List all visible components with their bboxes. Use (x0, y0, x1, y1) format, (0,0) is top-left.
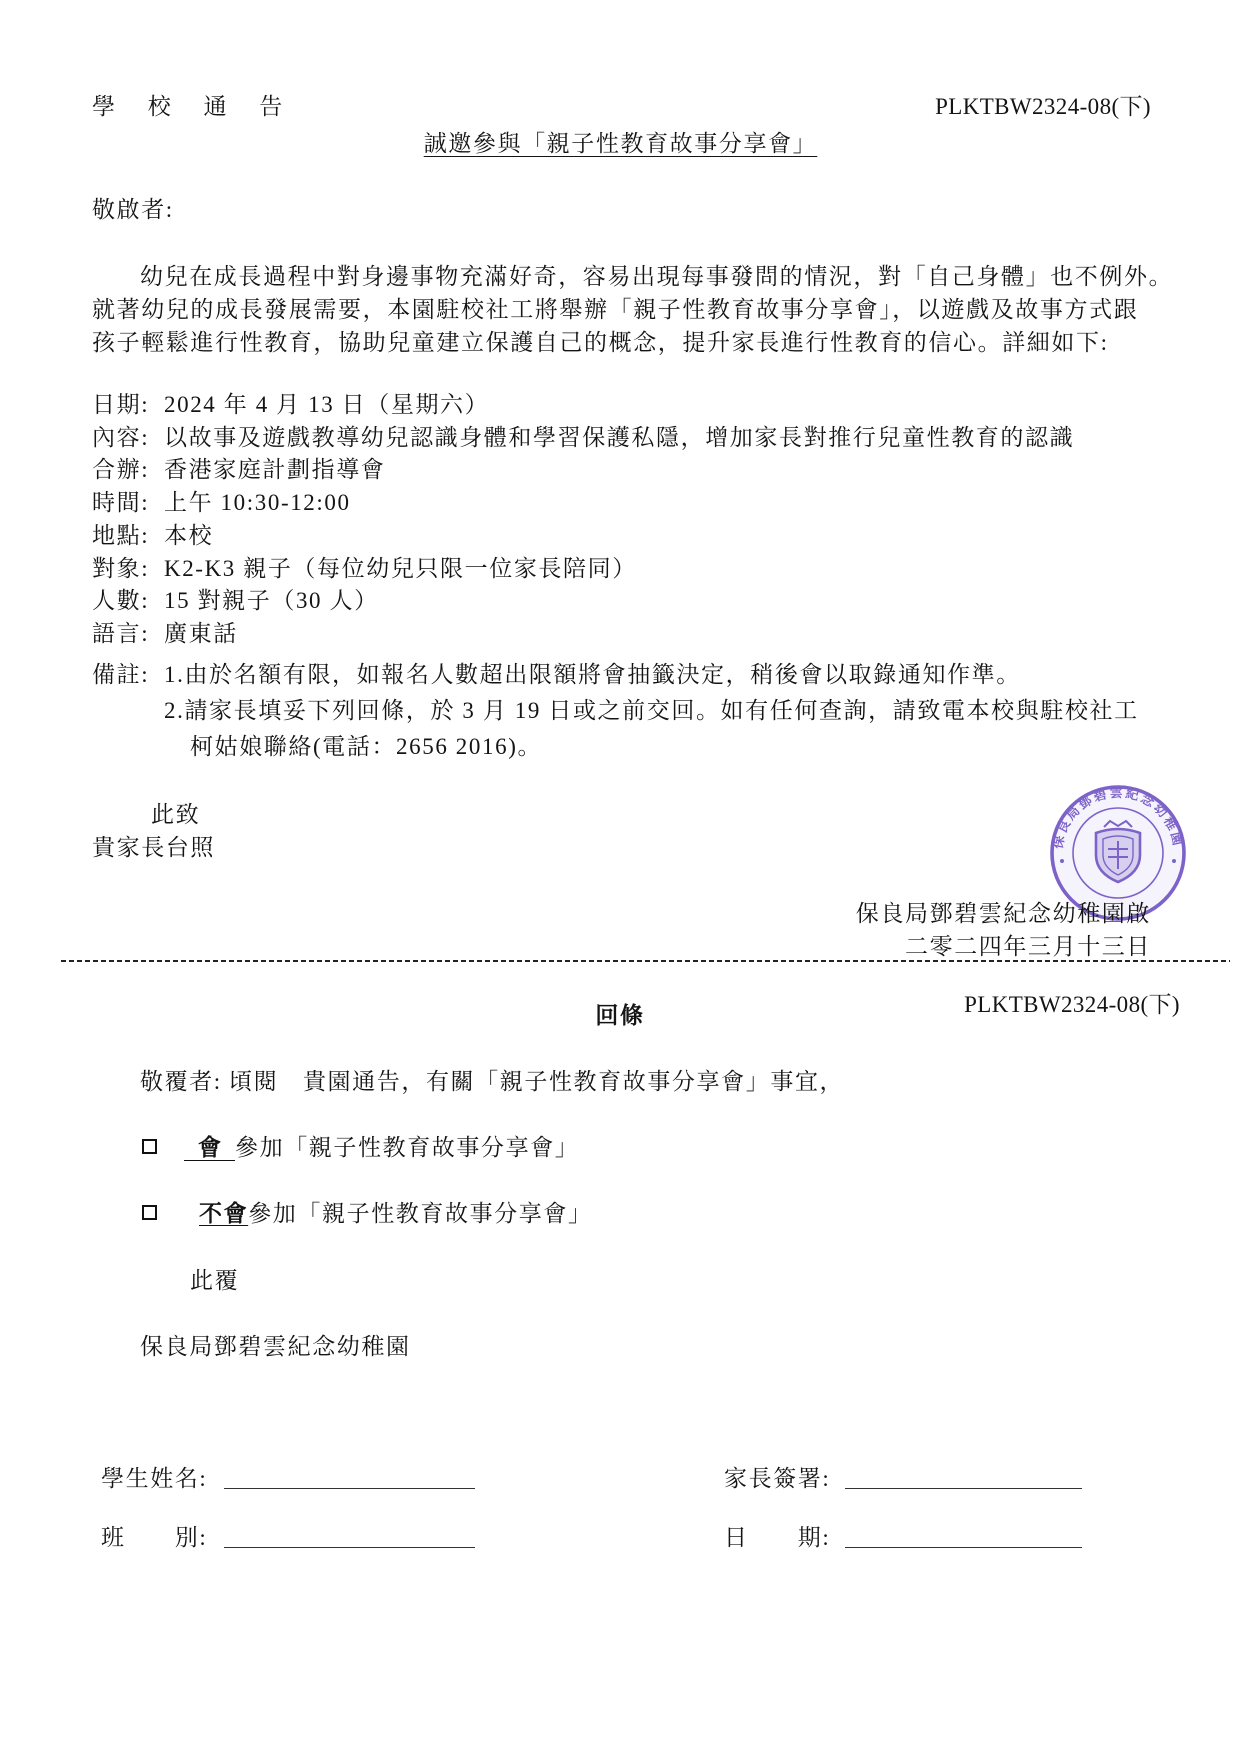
paragraph-line: 幼兒在成長過程中對身邊事物充滿好奇，容易出現每事發問的情況，對「自己身體」也不例外。 (140, 264, 1174, 289)
option-attend-text: 參加「親子性教育故事分享會」 (235, 1135, 580, 1160)
detail-row-target (92, 553, 1139, 586)
remark-item-2: 2.請家長填妥下列回條，於 3 月 19 日或之前交回。如有任何查詢，請致電本校與駐校社工 (164, 697, 1139, 723)
option-not-attend-text: 參加「親子性教育故事分享會」 (248, 1201, 593, 1226)
detail-label: 時間: (92, 490, 150, 516)
class-blank (224, 1547, 475, 1548)
notice-title (0, 127, 1241, 160)
student-name-blank (224, 1488, 475, 1489)
detail-label: 人數: (92, 588, 150, 614)
detail-value: 本校 (164, 522, 214, 548)
notice-heading: 學 校 通 告 (92, 94, 296, 119)
detail-value: 香港家庭計劃指導會 (164, 457, 386, 483)
notice-date: 二零二四年三月十三日 (905, 934, 1151, 959)
date-label: 日 期: (724, 1525, 831, 1550)
cut-line-divider (61, 960, 1230, 962)
remarks-label: 備註: (92, 661, 150, 687)
reply-school: 保良局鄧碧雲紀念幼稚園 (140, 1334, 411, 1359)
detail-row-date (92, 389, 1139, 422)
notice-ref-code: PLKTBW2324-08(下) (935, 94, 1151, 119)
addressee: 貴家長台照 (92, 835, 215, 860)
detail-label: 日期: (92, 392, 150, 417)
checkbox-not-attend (142, 1205, 157, 1220)
detail-value: K2-K3 親子（每位幼兒只限一位家長陪同） (164, 555, 637, 581)
detail-row-quota (92, 585, 1139, 618)
reply-ref-code: PLKTBW2324-08(下) (964, 992, 1180, 1017)
parent-signature-label: 家長簽署: (724, 1466, 831, 1491)
remarks-row (92, 657, 1139, 693)
remarks-row (92, 729, 1139, 765)
seal-text: 保良局鄧碧雲紀念幼稚園 (1049, 784, 1186, 851)
detail-value: 廣東話 (164, 620, 238, 646)
notice-title-text: 誠邀參與「親子性教育故事分享會」 (423, 131, 818, 156)
option-not-attend (199, 1197, 593, 1230)
detail-row-co-organizer (92, 454, 1139, 487)
reply-closing: 此覆 (190, 1268, 240, 1293)
student-name-label: 學生姓名: (101, 1466, 208, 1491)
class-label: 班 別: (101, 1525, 208, 1550)
seal-dot (1060, 859, 1064, 863)
sender: 保良局鄧碧雲紀念幼稚園啟 (855, 901, 1151, 926)
detail-label: 合辦: (92, 457, 150, 483)
salutation: 敬啟者: (92, 197, 174, 222)
detail-label: 對象: (92, 555, 150, 581)
remark-item-2-continued: 柯姑娘聯絡(電話：2656 2016)。 (190, 733, 543, 759)
detail-value: 2024 年 4 月 13 日（星期六） (164, 392, 490, 417)
detail-row-time (92, 487, 1139, 520)
detail-value: 以故事及遊戲教導幼兒認識身體和學習保護私隱，增加家長對推行兒童性教育的認識 (164, 424, 1075, 450)
closing: 此致 (151, 802, 201, 827)
detail-value: 15 對親子（30 人） (164, 588, 379, 614)
reply-heading: 回條 (595, 1003, 645, 1028)
detail-value: 上午 10:30-12:00 (164, 490, 351, 516)
event-details (92, 389, 1139, 765)
detail-row-content (92, 422, 1139, 455)
detail-row-venue (92, 520, 1139, 553)
seal-emblem (1096, 821, 1140, 882)
detail-label: 地點: (92, 522, 150, 548)
option-attend-choice: 會 (184, 1136, 235, 1161)
checkbox-attend (142, 1139, 157, 1154)
paragraph-line: 孩子輕鬆進行性教育，協助兒童建立保護自己的概念，提升家長進行性教育的信心。詳細如下: (92, 330, 1109, 355)
detail-row-language (92, 618, 1139, 651)
date-blank (845, 1547, 1082, 1548)
option-not-attend-choice: 不會 (199, 1201, 249, 1226)
detail-label: 內容: (92, 424, 150, 450)
detail-label: 語言: (92, 620, 150, 646)
remark-item-1: 1.由於名額有限，如報名人數超出限額將會抽籤決定，稍後會以取錄通知作準。 (164, 661, 1021, 687)
option-attend (184, 1131, 579, 1164)
reply-intro: 敬覆者: 頃閱 貴園通告，有關「親子性教育故事分享會」事宜， (140, 1069, 845, 1094)
remarks-row (92, 693, 1139, 729)
parent-signature-blank (845, 1488, 1082, 1489)
paragraph-line: 就著幼兒的成長發展需要，本園駐校社工將舉辦「親子性教育故事分享會」，以遊戲及故事方式跟 (92, 297, 1139, 322)
seal-dot (1172, 859, 1176, 863)
